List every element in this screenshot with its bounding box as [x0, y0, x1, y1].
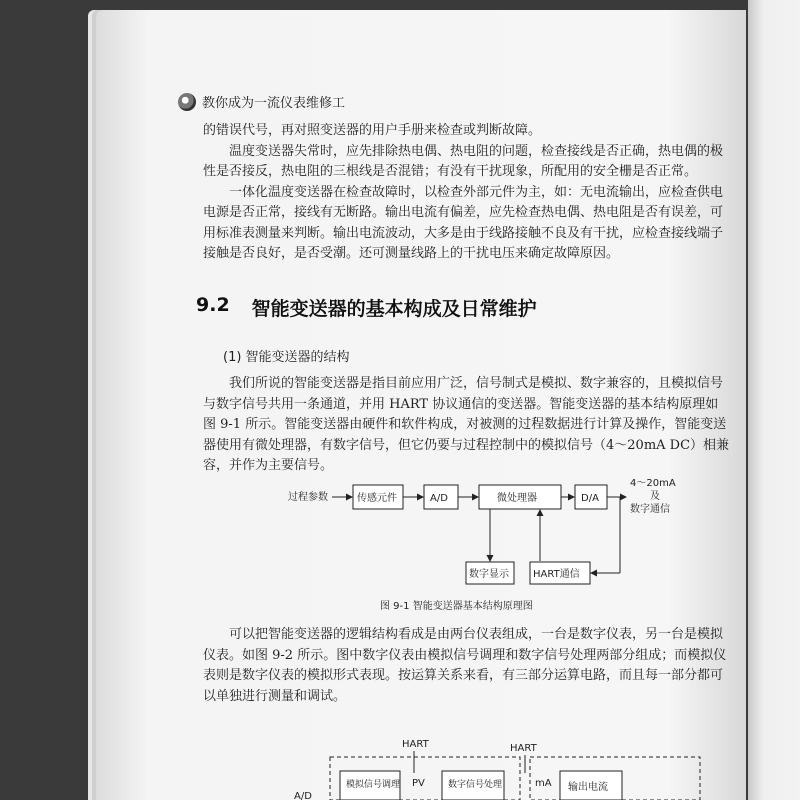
figure-caption: 图 9-1 智能变送器基本结构原理图 — [380, 601, 533, 612]
ma-label: mA — [535, 778, 552, 789]
pv-label: PV — [412, 778, 425, 789]
paragraph-line: 的错误代号，再对照变送器的用户手册来检查或判断故障。 — [203, 123, 542, 138]
output-current-label: 输出电流 — [568, 782, 608, 793]
output-label-3: 数字通信 — [630, 504, 670, 515]
paragraph-line: 电源是否正常，接线有无断路。输出电流有偏差，应先检查热电偶、热电阻是否有误差，可 — [203, 205, 724, 220]
hart-label-2: HART — [510, 743, 537, 754]
running-title: 教你成为一流仪表维修工 — [202, 96, 346, 111]
figure-9-1-diagram — [270, 472, 700, 622]
body-text-middle — [203, 374, 743, 477]
sensor-label: 传感元件 — [357, 493, 397, 504]
paragraph-line: 容，并作为主要信号。 — [203, 458, 334, 473]
body-text-bottom — [203, 625, 743, 707]
display-label: 数字显示 — [469, 569, 509, 580]
da-label: D/A — [581, 493, 599, 504]
paragraph-line: 用标准表测量来判断。输出电流波动，大多是由于线路接触不良及有干扰，应检查接线端子 — [203, 225, 724, 241]
paragraph-line: 表则是数字仪表的模拟形式表现。按运算关系来看，有三部分运算电路，而且每一部分都可 — [203, 668, 724, 683]
paragraph-line: 可以把智能变送器的逻辑结构看成是由两台仪表组成，一台是数字仪表，另一台是模拟 — [229, 627, 724, 642]
input-label: 过程参数 — [288, 492, 328, 503]
section-number: 9.2 — [196, 294, 230, 316]
paragraph-line: 性是否接反，热电阻的三根线是否混错；有没有干扰现象，所配用的安全栅是否正常。 — [203, 164, 698, 179]
output-label-2: 及 — [650, 491, 660, 502]
paragraph-line: 接触是否良好，是否受潮。还可测量线路上的干扰电压来确定故障原因。 — [203, 246, 620, 261]
ad-label: A/D — [430, 493, 448, 504]
chapter-badge-icon — [178, 93, 196, 111]
right-page-edge — [748, 0, 800, 800]
ad-label-fig2: A/D — [294, 791, 312, 800]
paragraph-line: 我们所说的智能变送器是指目前应用广泛，信号制式是模拟、数字兼容的，且模拟信号 — [229, 376, 724, 391]
paragraph-line: 温度变送器失常时，应先排除热电偶、热电阻的问题，检查接线是否正确，热电偶的极 — [229, 143, 724, 159]
digital-processing-label: 数字信号处理 — [448, 780, 503, 790]
body-text-top — [203, 121, 743, 265]
paragraph-line: 与数字信号共用一条通道，并用 HART 协议通信的变送器。智能变送器的基本结构原理如 — [203, 396, 719, 412]
paragraph-line: 器使用有微处理器，有数字信号，但它仍要与过程控制中的模拟信号（4～20mA DC）相兼 — [203, 437, 730, 453]
cpu-label: 微处理器 — [497, 493, 537, 504]
section-heading — [196, 294, 537, 321]
paragraph-line: 以单独进行测量和调试。 — [203, 688, 347, 704]
subsection-heading: (1) 智能变送器的结构 — [223, 350, 350, 365]
paragraph-line: 图 9-1 所示。智能变送器由硬件和软件构成，对被测的过程数据进行计算及操作，智能变送 — [203, 417, 727, 432]
paragraph-line: 仪表。如图 9-2 所示。图中数字仪表由模拟信号调理和数字信号处理两部分组成；而模拟仪 — [203, 647, 727, 663]
hart-label-1: HART — [402, 739, 429, 750]
paragraph-line: 一体化温度变送器在检查故障时，以检查外部元件为主，如：无电流输出，应检查供电 — [229, 184, 724, 200]
figure-9-2-diagram — [290, 735, 750, 800]
output-label-1: 4～20mA — [630, 478, 676, 489]
section-title: 智能变送器的基本构成及日常维护 — [251, 298, 537, 320]
hart-label: HART通信 — [533, 569, 580, 580]
analog-conditioning-label: 模拟信号调理 — [346, 780, 401, 790]
running-header — [178, 92, 345, 111]
